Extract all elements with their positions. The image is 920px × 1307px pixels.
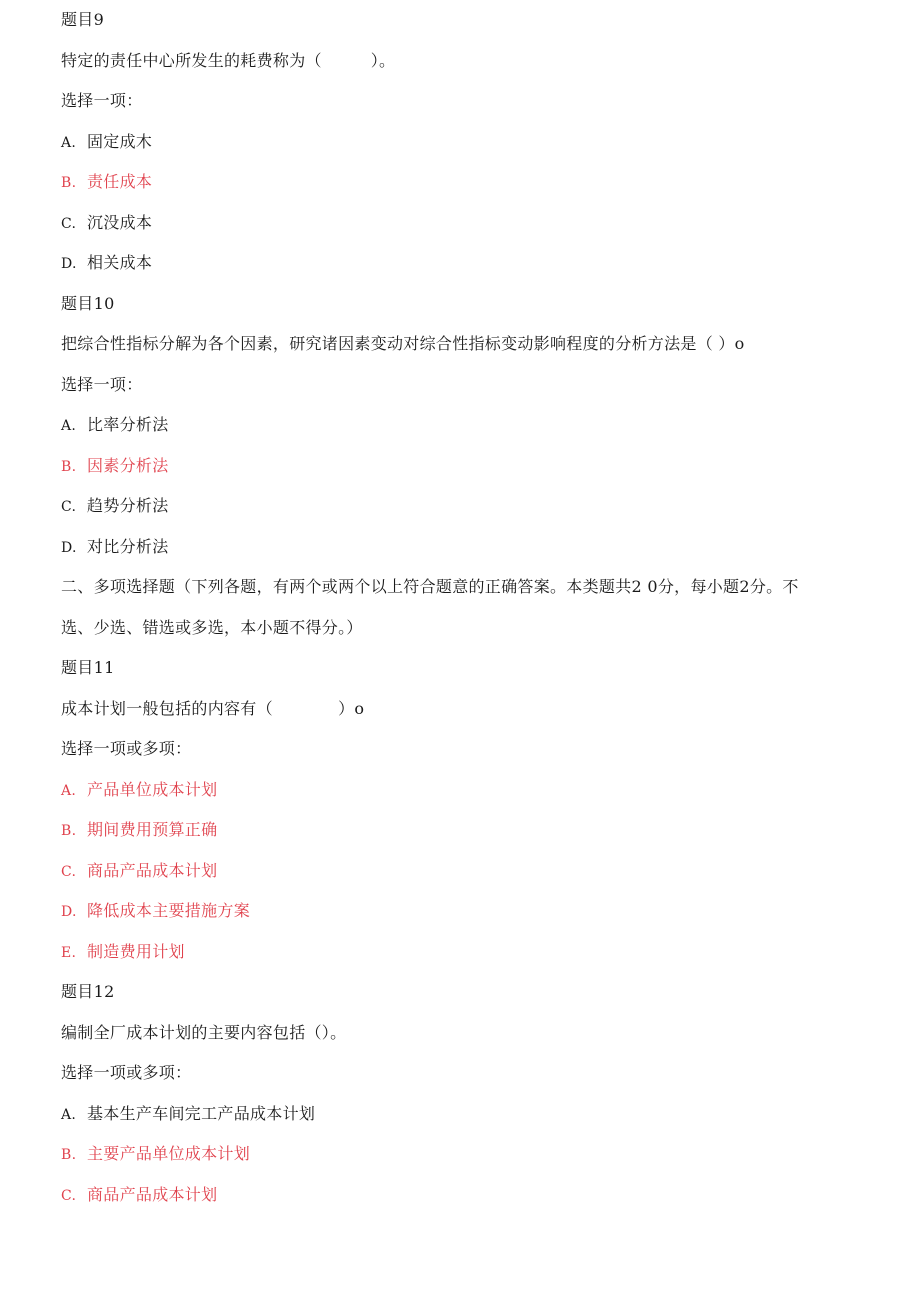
question-12-option-c xyxy=(61,1183,861,1207)
option-text: 对比分析法 xyxy=(87,536,169,556)
question-11-title: 题目11 xyxy=(61,658,115,677)
question-10-stem: 把综合性指标分解为各个因素，研究诸因素变动对综合性指标变动影响程度的分析方法是（ ）o xyxy=(61,334,745,353)
section-2-heading-line-2: 选、少选、错选或多选，本小题不得分。） xyxy=(61,617,363,637)
question-9-option-c xyxy=(61,211,861,235)
option-text: 产品单位成本计划 xyxy=(87,779,218,799)
option-letter: B. xyxy=(61,823,77,839)
question-9-option-d xyxy=(61,251,861,275)
question-9-option-b xyxy=(61,170,861,194)
option-letter: D. xyxy=(61,539,77,556)
option-text: 制造费用计划 xyxy=(87,941,185,961)
question-9-title: 题目9 xyxy=(61,10,105,29)
question-10-option-c xyxy=(61,494,861,518)
question-9-stem: 特定的责任中心所发生的耗费称为（ ）。 xyxy=(61,50,396,70)
question-12-stem: 编制全厂成本计划的主要内容包括（）。 xyxy=(61,1022,347,1042)
question-12-instruction: 选择一项或多项： xyxy=(61,1063,192,1082)
question-10-title: 题目10 xyxy=(61,293,115,313)
option-text: 主要产品单位成本计划 xyxy=(87,1144,251,1163)
question-11-option-a xyxy=(61,778,861,802)
question-11-option-d xyxy=(61,899,861,923)
question-11-option-c xyxy=(61,859,861,883)
question-11-option-e xyxy=(61,940,861,964)
option-text: 责任成本 xyxy=(87,172,153,191)
option-text: 基本生产车间完工产品成本计划 xyxy=(87,1103,316,1123)
option-text: 相关成本 xyxy=(87,253,153,272)
question-10-instruction: 选择一项： xyxy=(61,374,143,394)
question-9-option-a xyxy=(61,130,861,154)
question-11-option-b xyxy=(61,818,861,842)
option-text: 降低成本主要措施方案 xyxy=(87,901,251,920)
section-2-heading-line-1: 二、多项选择题（下列各题，有两个或两个以上符合题意的正确答案。本类题共2 0分，每小题2分。不 xyxy=(61,577,799,596)
option-text: 固定成木 xyxy=(87,131,153,151)
option-letter: D. xyxy=(61,256,77,272)
option-letter: A. xyxy=(61,782,77,799)
question-10-option-b xyxy=(61,454,861,478)
question-9-instruction: 选择一项： xyxy=(61,91,143,110)
document-page xyxy=(61,8,861,1223)
option-letter: C. xyxy=(61,215,77,232)
option-letter: A. xyxy=(61,1106,77,1123)
option-letter: B. xyxy=(61,1147,77,1163)
question-11-instruction: 选择一项或多项： xyxy=(61,739,192,758)
section-2-heading xyxy=(61,575,861,640)
option-text: 沉没成本 xyxy=(87,212,153,232)
option-letter: C. xyxy=(61,1187,77,1204)
question-12-title: 题目12 xyxy=(61,982,115,1001)
option-letter: B. xyxy=(61,175,77,191)
option-letter: E. xyxy=(61,944,77,961)
option-text: 趋势分析法 xyxy=(87,496,169,515)
option-letter: D. xyxy=(61,904,77,920)
question-12-option-a xyxy=(61,1102,861,1126)
option-letter: C. xyxy=(61,863,77,880)
option-letter: B. xyxy=(61,458,77,475)
question-10-option-a xyxy=(61,413,861,437)
option-letter: A. xyxy=(61,134,77,151)
option-text: 商品产品成本计划 xyxy=(87,860,218,880)
option-letter: C. xyxy=(61,499,77,515)
option-text: 期间费用预算正确 xyxy=(87,820,218,839)
question-12-option-b xyxy=(61,1142,861,1166)
option-text: 商品产品成本计划 xyxy=(87,1184,218,1204)
option-letter: A. xyxy=(61,418,77,434)
option-text: 比率分析法 xyxy=(87,415,169,434)
option-text: 因素分析法 xyxy=(87,455,169,475)
question-11-stem: 成本计划一般包括的内容有（ ）o xyxy=(61,698,365,718)
question-10-option-d xyxy=(61,535,861,559)
